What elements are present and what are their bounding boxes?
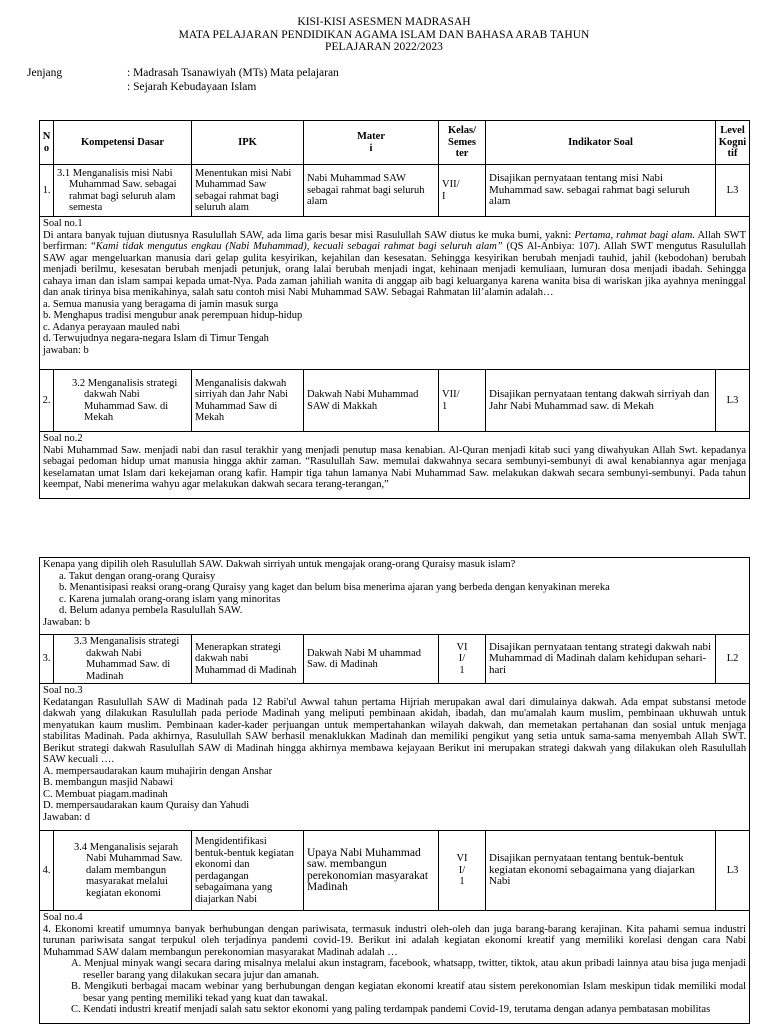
- row-level: L3: [716, 370, 750, 432]
- table-row: [40, 165, 750, 217]
- soal-row: [40, 684, 750, 831]
- soal-1-answer: jawaban: b: [43, 344, 89, 356]
- soal-2-option-c: c. Karena jumalah orang-orang islam yang minoritas: [59, 593, 281, 605]
- table-header-row: [40, 121, 750, 165]
- soal-row: [40, 217, 750, 370]
- row-ipk: Menerapkan strategi dakwah nabi Muhammad di Madinah: [192, 635, 304, 684]
- header-line-2: MATA PELAJARAN PENDIDIKAN AGAMA ISLAM DAN BAHASA ARAB TAHUN: [178, 28, 590, 41]
- row-ipk: Menentukan misi Nabi Muhammad Saw sebagai rahmat bagi seluruh alam: [192, 165, 304, 217]
- header-kelas: Kelas/ Semes ter: [439, 121, 486, 165]
- row-no: 3.: [40, 635, 54, 684]
- row-kelas: VII/ 1: [439, 370, 486, 432]
- soal-1-text: [43, 230, 746, 299]
- meta-label: Jenjang: [27, 67, 63, 79]
- soal-4-option-a: A. Menjual minyak wangi secara daring misalnya melalui akun instagram, facebook, whatsapp, twitter, tiktok, atau akun pribadi lainnya atau bisa juga menjadi reseller barang yang dilakukan secara jujur dan amanah.: [71, 958, 747, 981]
- soal-3-option-c: C. Membuat piagam.madinah: [43, 788, 168, 800]
- soal-1-option-c: c. Adanya perayaan mauled nabi: [43, 321, 180, 333]
- soal-2-continued-cell: [40, 558, 750, 635]
- header-ipk: IPK: [192, 121, 304, 165]
- row-materi: Dakwah Nabi Muhammad SAW di Makkah: [304, 370, 439, 432]
- meta-value-2: : Sejarah Kebudayaan Islam: [127, 81, 257, 93]
- soal-3-option-a: A. mempersaudarakan kaum muhajirin dengan Anshar: [43, 765, 273, 777]
- row-kd: 3.2 Menganalisis strategi dakwah Nabi Muhammad Saw. di Mekah: [54, 370, 192, 432]
- soal-2-answer: Jawaban: b: [43, 616, 90, 628]
- soal-1-text-b: Pertama, rahmat bagi alam.: [574, 229, 695, 241]
- row-indikator: Disajikan pernyataan tentang dakwah sirriyah dan Jahr Nabi Muhammad saw. di Mekah: [486, 370, 716, 432]
- header-indikator: Indikator Soal: [486, 121, 716, 165]
- soal-1-option-d: d. Terwujudnya negara-negara Islam di Timur Tengah: [43, 333, 269, 344]
- row-level: L2: [716, 635, 750, 684]
- soal-3-option-d: D. mempersaudarakan kaum Quraisy dan Yahudi: [43, 800, 250, 811]
- soal-3-cell: [40, 684, 750, 831]
- kisi-table-page1: [39, 120, 750, 499]
- soal-2-cell: [40, 432, 750, 499]
- soal-4-option-c: C. Kendati industri kreatif menjadi salah satu sektor ekonomi yang paling terdampak pandemi Covid-19, terutama dengan adanya pembatasan mobilitas: [71, 1004, 711, 1015]
- row-no: 4.: [40, 831, 54, 911]
- soal-3-option-b: B. membangun masjid Nabawi: [43, 777, 174, 788]
- table-row: [40, 370, 750, 432]
- soal-3-text: Kedatangan Rasulullah SAW di Madinah pada 12 Rabi'ul Awwal tahun pertama Hijriah merupakan awal dari dimulainya dakwah. Ada empat substansi metode dakwah yang dilakukan Rasulullah pada periode Madinah yang meliputi pembinaan akidah, ibadah, dan mu'amalah kaum muslim, pembinaan ukhuwah untuk menyatukan kaum muslim. Pembinaan kader-kader perjuangan untuk mempertahankan wilayah dakwah, dan memetakan pertahanan dan sosial untuk menjaga stabilitas Madinah. Pada akhirnya, Rasulullah SAW berhasil menaklukkan Madinah dan memiliki pengikut yang setia untuk sama-sama menyembah Allah SWT. Berikut strategi dakwah Rasulullah SAW di Madinah hingga akhirnya membawa kejayaan Berikut ini merupakan strategi dakwah yang dilakukan oleh Rasulullah SAW kecuali ….: [43, 696, 747, 765]
- soal-1-cell: [40, 217, 750, 370]
- header-materi: Mater i: [304, 121, 439, 165]
- kisi-table-page2: [39, 557, 750, 1024]
- soal-4-cell: [40, 911, 750, 1024]
- row-indikator: Disajikan pernyataan tentang strategi dakwah nabi Muhammad di Madinah dalam kehidupan sehari-hari: [486, 635, 716, 684]
- soal-3-answer: Jawaban: d: [43, 811, 90, 823]
- row-ipk: Menganalisis dakwah sirriyah dan Jahr Nabi Muhammad Saw di Mekah: [192, 370, 304, 432]
- soal-2-question: Kenapa yang dipilih oleh Rasulullah SAW. Dakwah sirriyah untuk mengajak orang-orang Quraisy masuk islam?: [43, 559, 516, 570]
- soal-row: [40, 911, 750, 1024]
- soal-1-title: Soal no.1: [43, 218, 83, 229]
- soal-2-text: Nabi Muhammad Saw. menjadi nabi dan rasul terakhir yang menjadi penutup masa kenabian. Al-Quran menjadi kitab suci yang diwahyukan Allah Swt. kepadanya sebagai pedoman hidup umat manusia hingga akhir zaman. “Rasulullah Saw. memulai dakwahnya secara sembunyi-sembunyi di awal kenabiannya agar menjaga keselamatan umat Islam dari kekejaman orang kafir. Hampir tiga tahun lamanya Nabi Muhammad Saw. melakukan dakwah secara sembunyi-sembunyi. Pada tahun keempat, Nabi menerima wahyu agar melakukan dakwah secara terang-terangan,”: [43, 444, 746, 490]
- soal-3-title: Soal no.3: [43, 685, 83, 696]
- header-line-3: PELAJARAN 2022/2023: [325, 41, 443, 53]
- soal-2-option-b: b. Menantisipasi reaksi orang-orang Quraisy yang kaget dan belum bisa menerima ajaran yang berbeda dengan kenyakinan mereka: [59, 582, 610, 593]
- row-materi: Nabi Muhammad SAW sebagai rahmat bagi seluruh alam: [304, 165, 439, 217]
- soal-row: [40, 558, 750, 635]
- row-materi: Dakwah Nabi M uhammad Saw. di Madinah: [304, 635, 439, 684]
- table-row: [40, 635, 750, 684]
- header-line-1: KISI-KISI ASESMEN MADRASAH: [297, 16, 471, 28]
- row-indikator: Disajikan pernyataan tentang bentuk-bentuk kegiatan ekonomi sebagaimana yang diajarkan Nabi: [486, 831, 716, 911]
- header-no: N o: [40, 121, 54, 165]
- meta-value-1: : Madrasah Tsanawiyah (MTs) Mata pelajaran: [127, 67, 339, 79]
- soal-1-text-d: Kami tidak mengutus engkau (Nabi Muhammad), kecuali sebagai rahmat bagi seluruh alam”: [95, 241, 503, 252]
- soal-1-option-b: b. Menghapus tradisi mengubur anak perempuan hidup-hidup: [43, 310, 303, 321]
- row-no: 1.: [40, 165, 54, 217]
- row-materi: Upaya Nabi Muhammad saw. membangun perekonomian masyarakat Madinah: [304, 831, 439, 911]
- soal-4-option-b: B. Mengikuti berbagai macam webinar yang berhubungan dengan kegiatan ekonomi kreatif atau sistem perekonomian Islam meskipun tidak memiliki modal besar yang penting memiliki tekad yang kuat dan tawakal.: [71, 981, 747, 1004]
- soal-2-option-a: a. Takut dengan orang-orang Quraisy: [59, 570, 216, 582]
- soal-1-text-c: Allah SWT berfirman: “: [43, 229, 746, 252]
- row-level: L3: [716, 165, 750, 217]
- soal-4-title: Soal no.4: [43, 912, 83, 923]
- soal-1-option-a: a. Semua manusia yang beragama di jamin masuk surga: [43, 298, 279, 310]
- soal-2-title: Soal no.2: [43, 433, 83, 444]
- soal-1-text-e: (QS Al-Anbiya: 107). Allah SWT mengutus Rasulullah SAW agar mengeluarkan manusia dari gelap gulita kesyirikan, kejahilan dan kesesatan. Sehingga kesyirikan berubah menjadi tauhid, jahil (kebodohan) berubah menjadi berilmu, kesesatan berubah menjadi petunjuk, orang lalai berubah menjadi ingat, kehinaan menjadi kemuliaan, lumuran dosa menjadi ibadah. Sehingga cahaya iman dan islam sampai kepada umat-Nya. Pada zaman jahiliah wanita di anggap aib bagi keluarganya karena wanita bisa di wariskan jika ayahnya meninggal dan anak tirinya bisa menikahinya, salah satu contoh misi Nabi Muhammad SAW. Sebagai Rahmatan lil’alamin adalah…: [43, 241, 746, 298]
- row-kelas: VII/ I: [439, 165, 486, 217]
- row-kelas: VI I/ 1: [439, 831, 486, 911]
- document-header: [0, 16, 768, 54]
- row-no: 2.: [40, 370, 54, 432]
- row-ipk: Mengidentifikasi bentuk-bentuk kegiatan ekonomi dan perdagangan sebagaimana yang diajarkan Nabi: [192, 831, 304, 911]
- header-kd: Kompetensi Dasar: [54, 121, 192, 165]
- row-indikator: Disajikan pernyataan tentang misi Nabi Muhammad saw. sebagai rahmat bagi seluruh alam: [486, 165, 716, 217]
- soal-4-text: 4. Ekonomi kreatif umumnya banyak berhubungan dengan pariwisata, termasuk industri oleh-oleh dan juga barang-barang kerajinan. Kita pahami semua industri turunan pariwisata sangat terpukul oleh terjadinya pandemi covid-19. Berikut ini adalah kegiatan ekonomi kreatif yang memiliki korelasi dengan cara Nabi Muhammad SAW dalam membangun perekonomian masyarakat Madinah adalah …: [43, 923, 747, 958]
- row-level: L3: [716, 831, 750, 911]
- soal-row: [40, 432, 750, 499]
- row-kelas: VI I/ 1: [439, 635, 486, 684]
- row-kd: 3.1 Menganalisis misi Nabi Muhammad Saw. sebagai rahmat bagi seluruh alam semesta: [54, 165, 192, 217]
- soal-1-text-a: Di antara banyak tujuan diutusnya Rasulullah SAW, ada lima garis besar misi Rasulullah SAW diutus ke muka bumi, yakni:: [43, 229, 575, 241]
- table-row: [40, 831, 750, 911]
- soal-2-option-d: d. Belum adanya pembela Rasulullah SAW.: [59, 605, 243, 616]
- header-level: Level Kogni tif: [716, 121, 750, 165]
- row-kd: 3.4 Menganalisis sejarah Nabi Muhammad Saw. dalam membangun masyarakat melalui kegiatan ekonomi: [54, 831, 192, 911]
- row-kd: 3.3 Menganalisis strategi dakwah Nabi Muhammad Saw. di Madinah: [54, 635, 192, 684]
